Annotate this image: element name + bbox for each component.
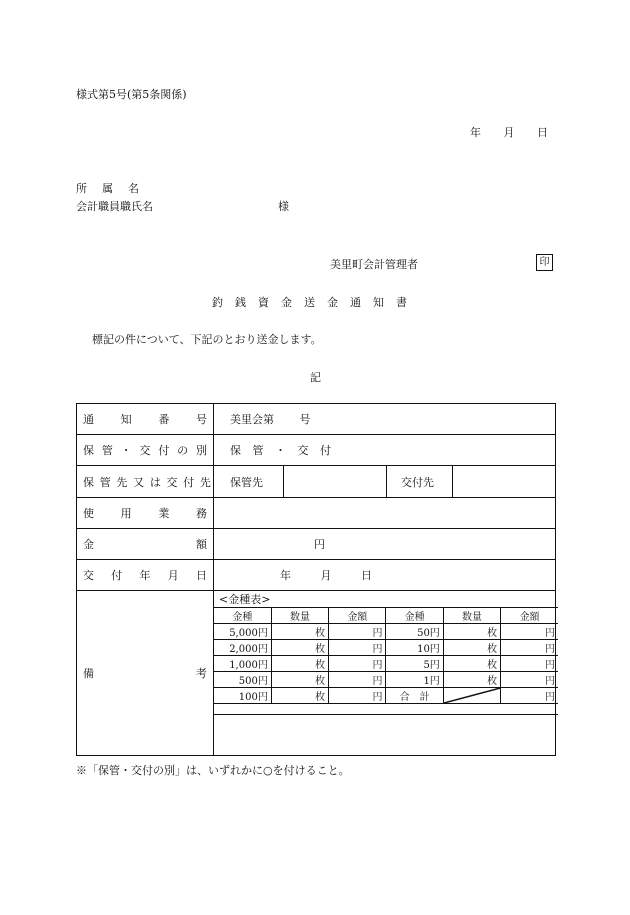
notice-table [76, 403, 556, 756]
header-date [470, 124, 548, 140]
denom-kind: 2,000円 [214, 640, 271, 656]
sender: 美里町会計管理者 [330, 258, 418, 271]
denom-qty[interactable]: 枚 [271, 624, 328, 640]
denom-row [214, 656, 558, 672]
total-amount[interactable]: 円 [501, 688, 558, 704]
denom-header: 金種 [386, 608, 443, 624]
value-amount[interactable] [214, 529, 556, 560]
value-remarks [214, 591, 556, 756]
denom-row [214, 640, 558, 656]
denom-qty[interactable]: 枚 [271, 688, 328, 704]
denom-kind: 5,000円 [214, 624, 271, 640]
denom-row [214, 624, 558, 640]
denom-header: 数量 [443, 608, 500, 624]
denom-qty[interactable]: 枚 [443, 624, 500, 640]
diagonal-line [444, 688, 500, 703]
denom-amount[interactable]: 円 [329, 672, 386, 688]
denom-kind: 50円 [386, 624, 443, 640]
label-notice-no: 通 知 番 号 [77, 404, 214, 435]
value-custody[interactable] [214, 435, 556, 466]
denom-header: 金種 [214, 608, 271, 624]
keep-label: 保管先 [214, 466, 284, 497]
denom-kind: 1円 [386, 672, 443, 688]
deliver-label: 交付先 [387, 466, 453, 497]
denom-amount[interactable]: 円 [501, 624, 558, 640]
denom-amount[interactable]: 円 [329, 656, 386, 672]
denom-amount[interactable]: 円 [329, 624, 386, 640]
date-day: 日 [537, 126, 548, 139]
denom-spacer [214, 704, 558, 715]
denom-qty[interactable]: 枚 [443, 672, 500, 688]
label-destination: 保 管 先 又 は 交 付 先 [77, 466, 214, 498]
denom-kind: 1,000円 [214, 656, 271, 672]
denom-qty[interactable]: 枚 [271, 656, 328, 672]
denom-qty[interactable]: 枚 [443, 656, 500, 672]
date-month: 月 [503, 126, 515, 139]
notice-suffix: 号 [299, 413, 311, 426]
date-month-unit: 月 [320, 569, 332, 582]
date-day-unit: 日 [361, 569, 372, 582]
denom-amount[interactable]: 円 [501, 656, 558, 672]
date-year: 年 [470, 126, 481, 139]
ki-label: 記 [310, 371, 321, 384]
denom-amount[interactable]: 円 [329, 688, 386, 704]
denom-kind: 500円 [214, 672, 271, 688]
label-date: 交 付 年 月 日 [77, 560, 214, 591]
denom-title: <金種表> [219, 593, 271, 606]
denom-row [214, 672, 558, 688]
notice-prefix: 美里会第 [230, 413, 274, 426]
doc-title: 釣銭資金送金通知書 [212, 296, 419, 309]
denom-amount[interactable]: 円 [501, 640, 558, 656]
label-custody: 保 管 ・ 交 付 の 別 [77, 435, 214, 466]
label-remarks: 備 考 [77, 591, 214, 756]
keep-field[interactable] [284, 466, 387, 497]
denom-kind: 5円 [386, 656, 443, 672]
denom-qty[interactable]: 枚 [271, 672, 328, 688]
total-qty-slash [443, 688, 500, 704]
form-code: 様式第5号(第5条関係) [76, 88, 187, 101]
denom-qty[interactable]: 枚 [271, 640, 328, 656]
intro-text: 標記の件について、下記のとおり送金します。 [92, 333, 322, 346]
label-amount: 金 額 [77, 529, 214, 560]
affiliation-label: 所 属 名 [76, 182, 141, 195]
seal-box: 印 [536, 254, 553, 271]
denom-header: 金額 [329, 608, 386, 624]
value-notice-no[interactable] [214, 404, 556, 435]
denomination-table [214, 607, 558, 715]
value-destination [214, 466, 556, 498]
label-use: 使 用 業 務 [77, 498, 214, 529]
footnote: ※「保管・交付の別」は、いずれかに○を付けること。 [76, 764, 350, 777]
denom-amount[interactable]: 円 [329, 640, 386, 656]
denom-qty[interactable]: 枚 [443, 640, 500, 656]
custody-options: 保 管 ・ 交 付 [230, 444, 335, 457]
deliver-field[interactable] [453, 466, 555, 497]
denom-header: 数量 [271, 608, 328, 624]
value-date[interactable] [214, 560, 556, 591]
denom-amount[interactable]: 円 [501, 672, 558, 688]
amount-unit: 円 [314, 538, 325, 551]
denom-row [214, 688, 558, 704]
denom-header: 金額 [501, 608, 558, 624]
denom-kind: 10円 [386, 640, 443, 656]
value-use[interactable] [214, 498, 556, 529]
honorific: 様 [278, 200, 289, 213]
staff-label: 会計職員職氏名 [76, 200, 153, 213]
date-year-unit: 年 [280, 569, 291, 582]
denom-kind: 100円 [214, 688, 271, 704]
total-label: 合 計 [386, 688, 443, 704]
